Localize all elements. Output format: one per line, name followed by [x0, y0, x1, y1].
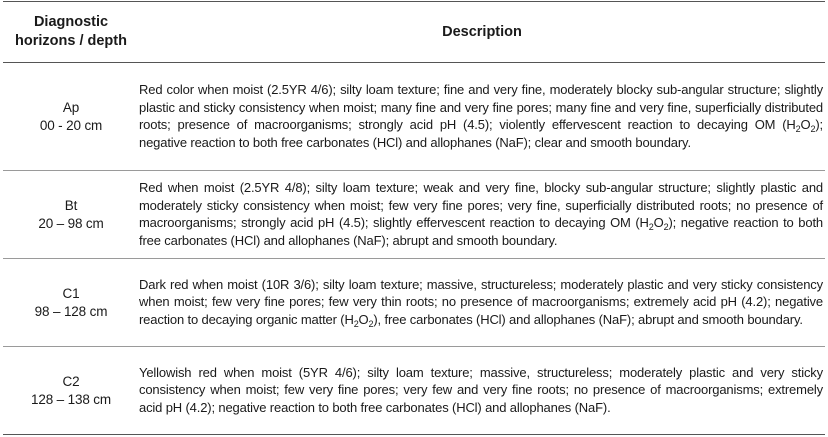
horizon-cell — [3, 347, 139, 435]
horizon-depth: 98 – 128 cm — [34, 303, 108, 319]
table-row — [3, 259, 825, 347]
subscript: 2 — [368, 318, 374, 329]
description-text: ); negative reaction to both free carbonates (HCl) and allophanes (NaF); abrupt and smooth boundary. — [139, 215, 823, 248]
description-text: Red when moist (2.5YR 4/8); silty loam texture; weak and very fine, blocky sub-angular structure; slightly plastic and moderately sticky consistency when moist; few very fine pores; very fine, superficially distributed roots; no presence of macroorganisms; strongly acid pH (4.5); slightly effervescent reaction to decaying OM (H — [139, 180, 823, 230]
subscript: 2 — [648, 222, 654, 232]
table-row — [3, 63, 825, 171]
description-cell — [139, 63, 825, 171]
description-text: ), free carbonates (HCl) and allophanes (NaF); abrupt and smooth boundary. — [373, 311, 803, 327]
table-header — [3, 2, 825, 63]
horizon-name: C1 — [62, 285, 80, 301]
horizon-name: Bt — [64, 197, 78, 213]
description-text: O — [358, 311, 369, 327]
header-description: Description — [139, 2, 825, 63]
subscript: 2 — [795, 124, 801, 134]
header-horizons-depth — [3, 2, 139, 63]
description-text: ); negative reaction to both free carbonates (HCl) and allophanes (NaF); clear and smooth boundary. — [139, 117, 823, 150]
subscript: 2 — [810, 124, 816, 134]
description-text: O — [653, 215, 664, 230]
horizon-cell — [3, 171, 139, 259]
description-text: O — [800, 117, 811, 132]
header-horizons-line2: horizons / depth — [15, 33, 127, 49]
table-body — [3, 63, 825, 435]
description-cell — [139, 171, 825, 259]
soil-profile-table — [3, 1, 825, 435]
horizon-cell — [3, 63, 139, 171]
subscript: 2 — [663, 222, 669, 232]
horizon-depth: 20 – 98 cm — [38, 215, 104, 231]
subscript: 2 — [353, 318, 359, 329]
description-cell — [139, 347, 825, 435]
description-text: Red color when moist (2.5YR 4/6); silty loam texture; fine and very fine, moderately blocky sub-angular structure; slightly plastic and sticky consistency when moist; many fine and very fine pores; many fine and very fine, superficially distributed roots; presence of macroorganisms; strongly acid pH (4.5); violently effervescent reaction to decaying OM (H — [139, 82, 823, 132]
horizon-name: C2 — [62, 373, 80, 389]
description-text: Dark red when moist (10R 3/6); silty loam texture; massive, structureless; moderately plastic and very sticky consistency when moist; few very fine pores; few very thin roots; no presence of macroorganisms; extremely acid pH (4.2); negative reaction to decaying organic matter (H — [139, 276, 823, 327]
horizon-name: Ap — [62, 99, 80, 115]
description-cell — [139, 259, 825, 347]
table-row — [3, 171, 825, 259]
description-text: Yellowish red when moist (5YR 4/6); silty loam texture; massive, structureless; moderately plastic and very sticky consistency when moist; few very fine pores; very few and very fine roots; no presence of macroorganisms; extremely acid pH (4.2); negative reaction to both free carbonates (HCl) and allophanes (NaF). — [139, 364, 823, 415]
table-row — [3, 347, 825, 435]
header-row — [3, 2, 825, 63]
horizon-depth: 00 - 20 cm — [39, 117, 103, 133]
horizon-depth: 128 – 138 cm — [30, 391, 111, 407]
horizon-cell — [3, 259, 139, 347]
header-horizons-line1: Diagnostic — [33, 14, 109, 30]
